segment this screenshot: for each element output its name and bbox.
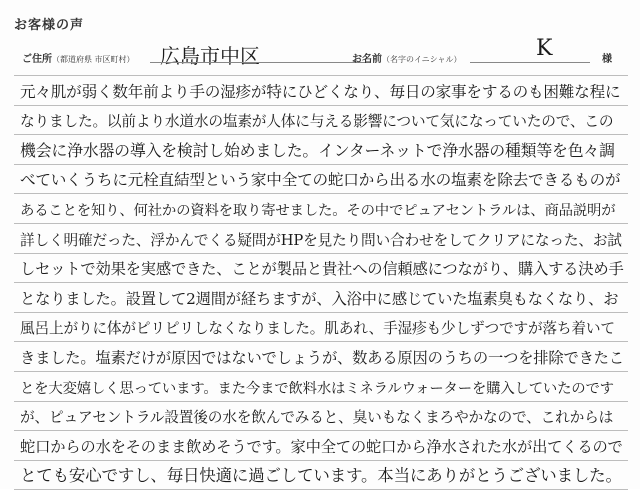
- text-line: きました。塩素だけが原因ではないでしょうが、数ある原因のうちの一つを排除できたこ: [14, 342, 628, 372]
- testimonial-body: [14, 76, 628, 490]
- address-value: 広島市中区: [160, 44, 260, 68]
- address-underline: [150, 62, 370, 63]
- address-label: ご住所: [22, 54, 52, 65]
- name-initial: K: [536, 36, 553, 61]
- name-underline: [470, 62, 590, 63]
- page-title: お客様の声: [14, 18, 85, 33]
- text-line: が、ピュアセントラル設置後の水を飲んでみると、臭いもなくまろやかなので、これからは: [14, 402, 628, 432]
- text-line: 詳しく明確だった、浮かんでくる疑問がHPを見たり問い合わせをしてクリアになった、お試: [14, 224, 628, 254]
- text-line: あることを知り、何社かの資料を取り寄せました。その中でピュアセントラルは、商品説明が: [14, 194, 628, 224]
- name-suffix: 様: [602, 54, 612, 65]
- name-label-group: [352, 50, 462, 65]
- text-line: とを大変嬉しく思っています。また今まで飲料水はミネラルウォーターを購入していたのです: [14, 372, 628, 402]
- text-line: 蛇口からの水をそのまま飲めそうです。家中全ての蛇口から浄水された水が出てくるので: [14, 431, 628, 461]
- text-line: とても安心ですし、毎日快適に過ごしています。本当にありがとうございました。: [14, 461, 628, 490]
- text-line: しセットで効果を実感できた、ことが製品と貴社への信頼感につながり、購入する決め手: [14, 254, 628, 284]
- text-line: 風呂上がりに体がピリピリしなくなりました。肌あれ、手湿疹も少しずつですが落ち着いて: [14, 313, 628, 343]
- name-label: お名前: [352, 54, 382, 65]
- text-line: なりました。以前より水道水の塩素が人体に与える影響について気になっていたので、この: [14, 106, 628, 136]
- address-label-note: （都道府県 市区町村）: [52, 55, 135, 64]
- text-line: べていくうちに元栓直結型という家中全ての蛇口から出る水の塩素を除去できるものが: [14, 165, 628, 195]
- text-line: となりました。設置して2週間が経ちますが、入浴中に感じていた塩素臭もなくなり、お: [14, 283, 628, 313]
- text-line: 機会に浄水器の導入を検討し始めました。インターネットで浄水器の種類等を色々調: [14, 135, 628, 165]
- text-line: 元々肌が弱く数年前より手の湿疹が特にひどくなり、毎日の家事をするのも困難な程に: [14, 76, 628, 106]
- name-label-note: （名字のイニシャル）: [382, 55, 462, 64]
- address-label-group: [22, 50, 135, 65]
